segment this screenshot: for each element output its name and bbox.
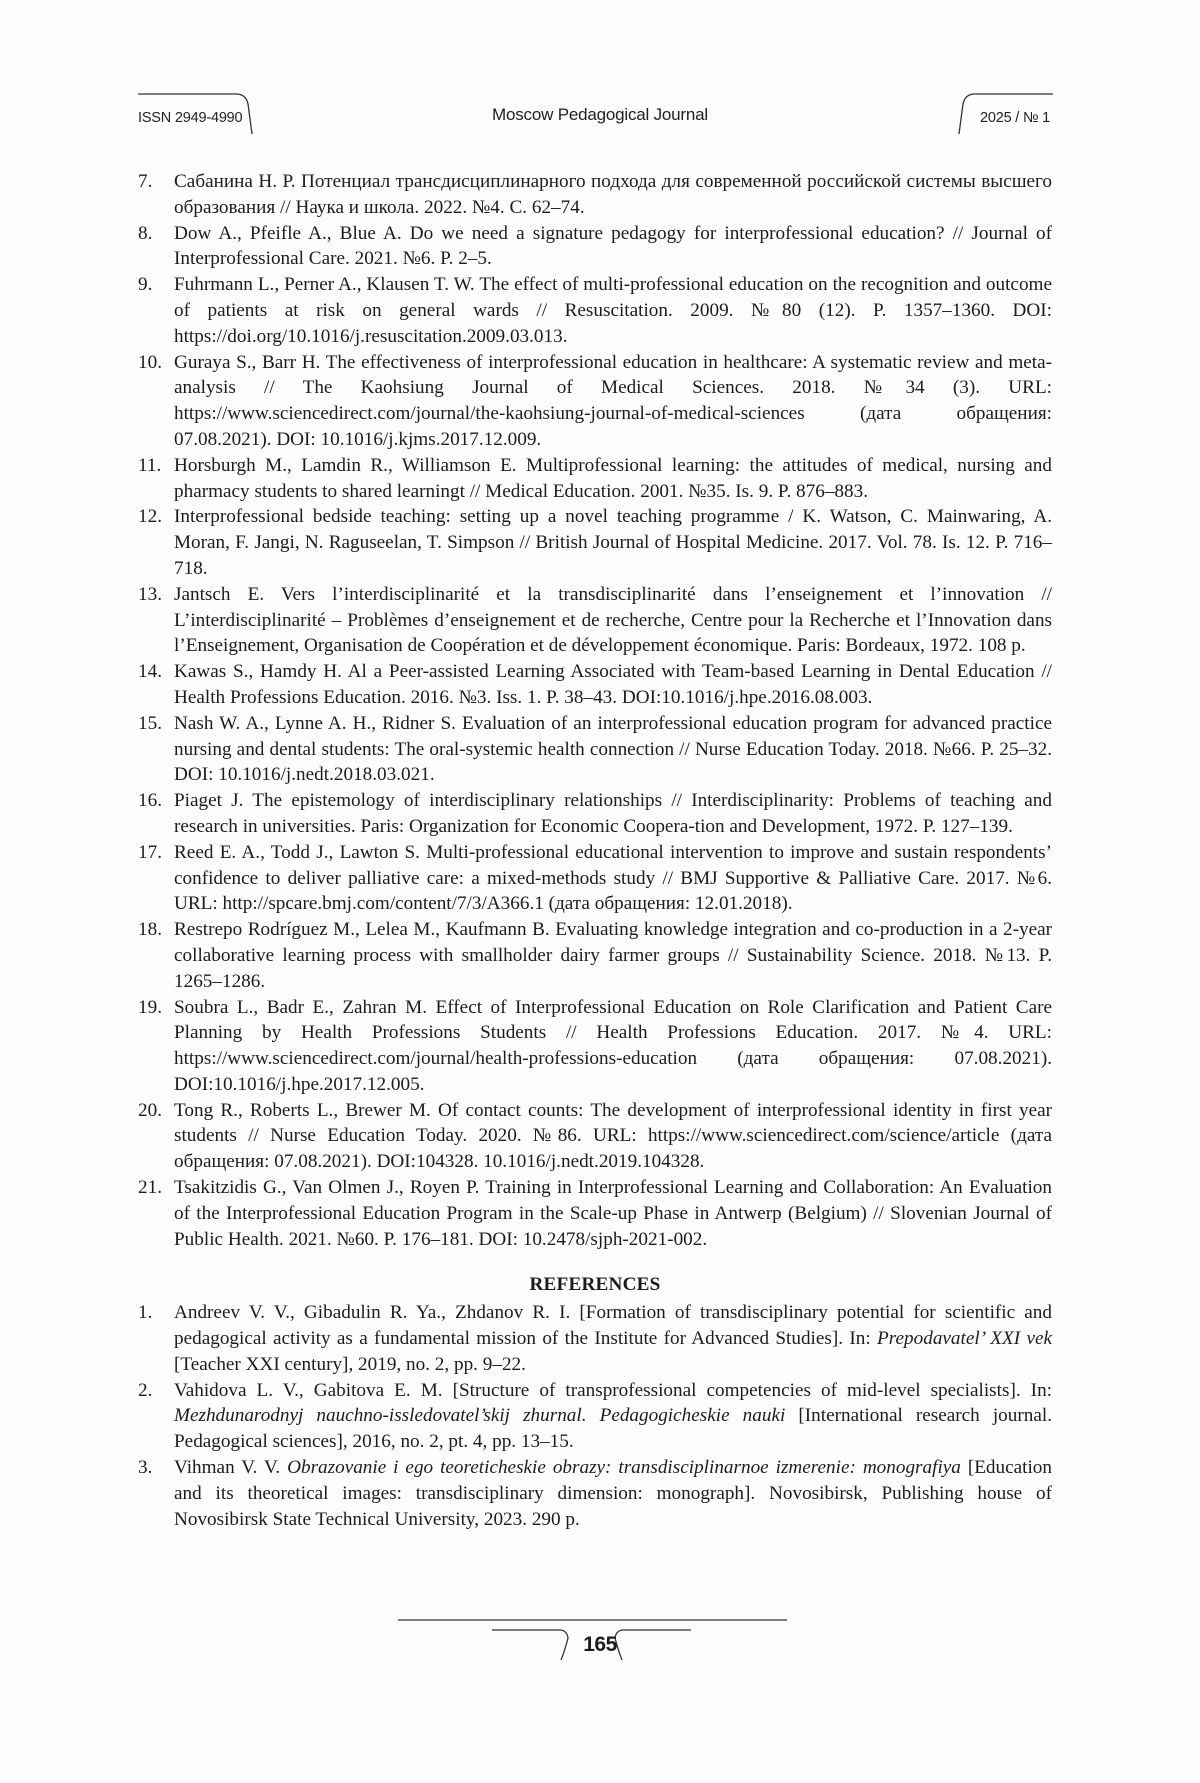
reference-text: Tong R., Roberts L., Brewer M. Of contact counts: The development of interprofessional identity in first year students // Nurse Education Today. 2020. №86. URL: https://www.sciencedirect.com/science/article (дата обращения: 07.08.2021). DOI:104328. 10.1016/j.nedt.2019.104328. [174, 1100, 1052, 1173]
reference-item [138, 504, 1052, 581]
reference-number: 14. [138, 659, 162, 685]
reference-list-original [138, 169, 1052, 1252]
reference-item [138, 350, 1052, 453]
reference-item [138, 169, 1052, 221]
reference-text: Сабанина Н. Р. Потенциал трансдисциплинарного подхода для современной российской системы высшего образования // Наука и школа. 2022. №4. С. 62–74. [174, 171, 1052, 218]
reference-text: Kawas S., Hamdy H. Al a Peer-assisted Learning Associated with Team-based Learning in Dental Education // Health Professions Education. 2016. №3. Iss. 1. P. 38–43. DOI:10.1016/j.hpe.2016.08.003. [174, 661, 1052, 708]
reference-item [138, 453, 1052, 505]
reference-text: Nash W. A., Lynne A. H., Ridner S. Evaluation of an interprofessional education program for advanced practice nursing and dental students: The oral-systemic health connection // Nurse Education Today. 2018. №66. P. 25–32. DOI: 10.1016/j.nedt.2018.03.021. [174, 713, 1052, 786]
reference-number: 13. [138, 582, 162, 608]
reference-text-part: Andreev V. V., Gibadulin R. Ya., Zhdanov R. I. [Formation of transdisciplinary potential for scientific and pedagogical activity as a fundamental mission of the Institute for Advanced Studies]. In: [174, 1302, 1052, 1349]
header-journal-title: Moscow Pedagogical Journal [0, 105, 1200, 125]
reference-number: 1. [138, 1300, 152, 1326]
reference-text: Fuhrmann L., Perner A., Klausen T. W. The effect of multi-professional education on the recognition and outcome of patients at risk on general wards // Resuscitation. 2009. №80 (12). P. 1357–1360. DOI: https://doi.org/10.1016/j.resuscitation.2009.03.013. [174, 274, 1052, 347]
reference-item [138, 272, 1052, 349]
reference-text: Reed E. A., Todd J., Lawton S. Multi-professional educational intervention to improve and sustain respondents’ confidence to deliver palliative care: a mixed-methods study // BMJ Supportive & Palliative Care. 2017. №6. URL: http://spcare.bmj.com/content/7/3/A366.1 (дата обращения: 12.01.2018). [174, 842, 1052, 915]
reference-text: Guraya S., Barr H. The effectiveness of interprofessional education in healthcare: A systematic review and meta-analysis // The Kaohsiung Journal of Medical Sciences. 2018. №34 (3). URL: https://www.sciencedirect.com/journal/the-kaohsiung-journal-of-medical-sciences (дата обращения: 07.08.2021). DOI: 10.1016/j.kjms.2017.12.009. [174, 352, 1052, 450]
references-heading: REFERENCES [138, 1272, 1052, 1298]
reference-item [138, 582, 1052, 659]
reference-number: 17. [138, 840, 162, 866]
reference-text-part: [Education and its theoretical images: transdisciplinary dimension: monograph]. Novosibirsk, Publishing house of Novosibirsk State Technical University, 2023. 290 p. [174, 1457, 1052, 1530]
reference-content [138, 169, 1052, 1532]
reference-text-part: Vahidova L. V., Gabitova E. M. [Structure of transprofessional competencies of mid-level specialists]. In: [174, 1380, 1052, 1401]
reference-text-part: [Teacher XXI century], 2019, no. 2, pp. 9–22. [174, 1354, 526, 1375]
reference-item [138, 221, 1052, 273]
header-rule [0, 0, 1200, 150]
reference-item [138, 659, 1052, 711]
reference-number: 7. [138, 169, 152, 195]
reference-item [138, 788, 1052, 840]
reference-text: Tsakitzidis G., Van Olmen J., Royen P. Training in Interprofessional Learning and Collaboration: An Evaluation of the Interprofessional Education Program in the Scale-up Phase in Antwerp (Belgium) // Slovenian Journal of Public Health. 2021. №60. P. 176–181. DOI: 10.2478/sjph-2021-002. [174, 1177, 1052, 1250]
reference-text [174, 1380, 1052, 1453]
reference-title-italic: Mezhdunarodnyj nauchno-issledovatel’skij zhurnal. Pedagogicheskie nauki [174, 1405, 785, 1426]
reference-number: 12. [138, 504, 162, 530]
reference-item [138, 995, 1052, 1098]
reference-text [174, 1302, 1052, 1375]
reference-number: 2. [138, 1378, 152, 1404]
reference-item [138, 1098, 1052, 1175]
journal-page [0, 0, 1200, 1783]
reference-text-part: Vihman V. V. [174, 1457, 287, 1478]
reference-number: 20. [138, 1098, 162, 1124]
reference-number: 3. [138, 1455, 152, 1481]
reference-item [138, 1378, 1052, 1455]
reference-text: Jantsch E. Vers l’interdisciplinarité et la transdisciplinarité dans l’enseignement et l’innovation // L’interdisciplinarité – Problèmes d’enseignement et de recherche, Centre pour la Recherche et l’Innovation dans l’Enseignement, Organisation de Coopération et de développement économique. Paris: Bordeaux, 1972. 108 p. [174, 584, 1052, 657]
reference-item [138, 917, 1052, 994]
reference-text: Horsburgh M., Lamdin R., Williamson E. Multiprofessional learning: the attitudes of medical, nursing and pharmacy students to shared learningt // Medical Education. 2001. №35. Is. 9. P. 876–883. [174, 455, 1052, 502]
reference-text-part: [International research journal. Pedagogical sciences], 2016, no. 2, pt. 4, pp. 13–15. [174, 1405, 1052, 1452]
reference-item [138, 840, 1052, 917]
reference-number: 11. [138, 453, 161, 479]
reference-list-transliterated [138, 1300, 1052, 1532]
reference-number: 21. [138, 1175, 162, 1201]
header-issue: 2025 / № 1 [980, 110, 1050, 126]
reference-item [138, 1175, 1052, 1252]
reference-number: 9. [138, 272, 152, 298]
reference-number: 10. [138, 350, 162, 376]
reference-item [138, 711, 1052, 788]
reference-number: 18. [138, 917, 162, 943]
reference-number: 16. [138, 788, 162, 814]
reference-text: Piaget J. The epistemology of interdisciplinary relationships // Interdisciplinarity: Problems of teaching and research in universities. Paris: Organization for Economic Coopera-tion and Development, 1972. P. 127–139. [174, 790, 1052, 837]
reference-text: Interprofessional bedside teaching: setting up a novel teaching programme / K. Watson, C. Mainwaring, A. Moran, F. Jangi, N. Raguseelan, T. Simpson // British Journal of Hospital Medicine. 2017. Vol. 78. Is. 12. P. 716–718. [174, 506, 1052, 579]
reference-text [174, 1457, 1052, 1530]
reference-title-italic: Obrazovanie i ego teoreticheskie obrazy: transdisciplinarnoe izmerenie: monografiya [287, 1457, 961, 1478]
reference-text: Dow A., Pfeifle A., Blue A. Do we need a signature pedagogy for interprofessional education? // Journal of Interprofessional Care. 2021. №6. P. 2–5. [174, 223, 1052, 270]
reference-text: Soubra L., Badr E., Zahran M. Effect of Interprofessional Education on Role Clarification and Patient Care Planning by Health Professions Students // Health Professions Education. 2017. №4. URL: https://www.sciencedirect.com/journal/health-professions-education (дата обращения: 07.08.2021). DOI:10.1016/j.hpe.2017.12.005. [174, 997, 1052, 1095]
reference-number: 19. [138, 995, 162, 1021]
header-issn: ISSN 2949-4990 [138, 110, 242, 126]
reference-item [138, 1300, 1052, 1377]
page-number: 165 [0, 1633, 1200, 1657]
reference-text: Restrepo Rodríguez M., Lelea M., Kaufmann B. Evaluating knowledge integration and co-production in a 2-year collaborative learning process with smallholder dairy farmer groups // Sustainability Science. 2018. №13. P. 1265–1286. [174, 919, 1052, 992]
reference-item [138, 1455, 1052, 1532]
reference-number: 8. [138, 221, 152, 247]
reference-number: 15. [138, 711, 162, 737]
reference-title-italic: Prepodavatel’ XXI vek [877, 1328, 1052, 1349]
